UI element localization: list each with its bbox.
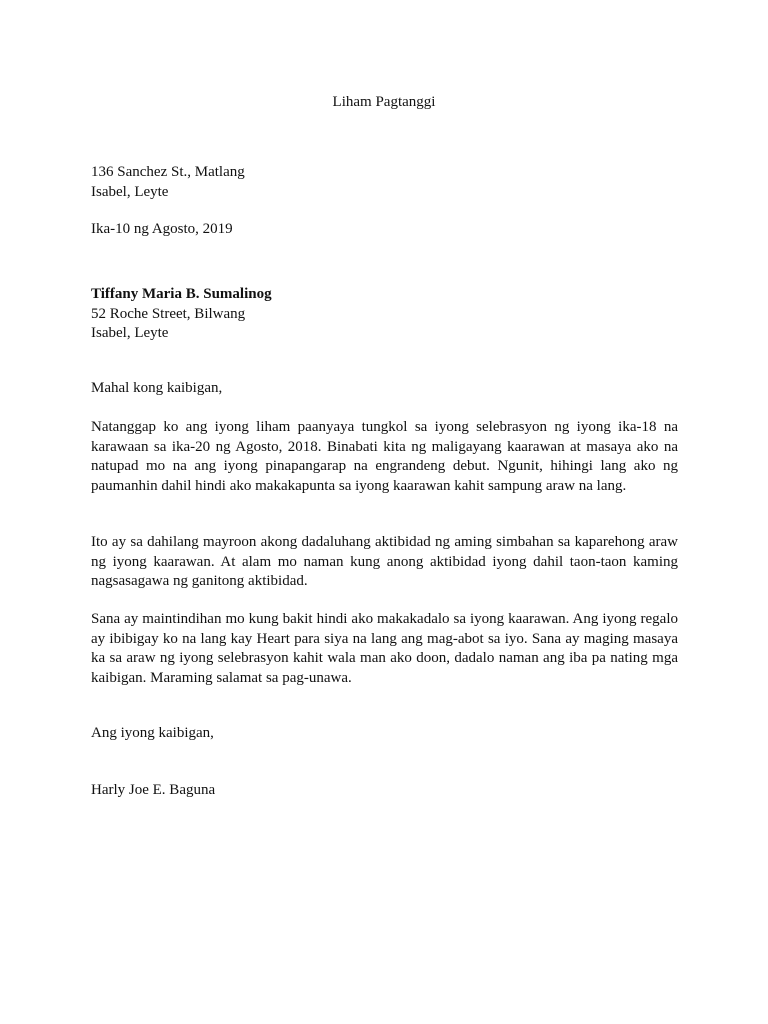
sender-address [91,163,678,202]
body-paragraph-3: Sana ay maintindihan mo kung bakit hindi ako makakadalo sa iyong kaarawan. Ang iyong regalo ay ibibigay ko na lang kay Heart para siya na lang ang mag-abot sa iyo. Sana ay maging masaya ka sa araw ng iyong selebrasyon kahit wala man ako doon, dadalo naman ang iba pa nating mga kaibigan. Maraming salamat sa pag-unawa. [91,611,678,686]
salutation-text: Mahal kong kaibigan, [91,380,223,396]
recipient-name: Tiffany Maria B. Sumalinog [91,286,272,302]
letter-date [91,220,678,240]
body-paragraph-1: Natanggap ko ang iyong liham paanyaya tungkol sa iyong selebrasyon ng iyong ika-18 na karawaan sa ika-20 ng Agosto, 2018. Binabati kita ng maligayang kaarawan at masaya ako na natupad mo na ang iyong pinapangarap na engrandeng debut. Ngunit, hihingi lang ako ng paumanhin dahil hindi ako makakapunta sa iyong kaarawan kahit sampung araw na lang. [91,419,678,494]
date-text: Ika-10 ng Agosto, 2019 [91,221,233,237]
letter-title: Liham Pagtanggi [332,94,436,110]
recipient-address-line2: Isabel, Leyte [91,325,169,341]
recipient-address-line1: 52 Roche Street, Bilwang [91,305,246,322]
closing [91,724,678,744]
sender-address-line2: Isabel, Leyte [91,183,169,200]
recipient-block [91,285,678,344]
closing-text: Ang iyong kaibigan, [91,725,214,741]
sender-address-line1: 136 Sanchez St., Matlang [91,164,245,180]
signature-name: Harly Joe E. Baguna [91,782,216,798]
body-paragraph-2: Ito ay sa dahilang mayroon akong dadaluhang aktibidad ng aming simbahan sa kaparehong araw ng iyong kaarawan. At alam mo naman kung anong aktibidad iyong dahil taon-taon kaming nagsasagawa ng ganitong aktibidad. [91,534,678,589]
salutation [91,379,678,399]
signature [91,781,678,801]
